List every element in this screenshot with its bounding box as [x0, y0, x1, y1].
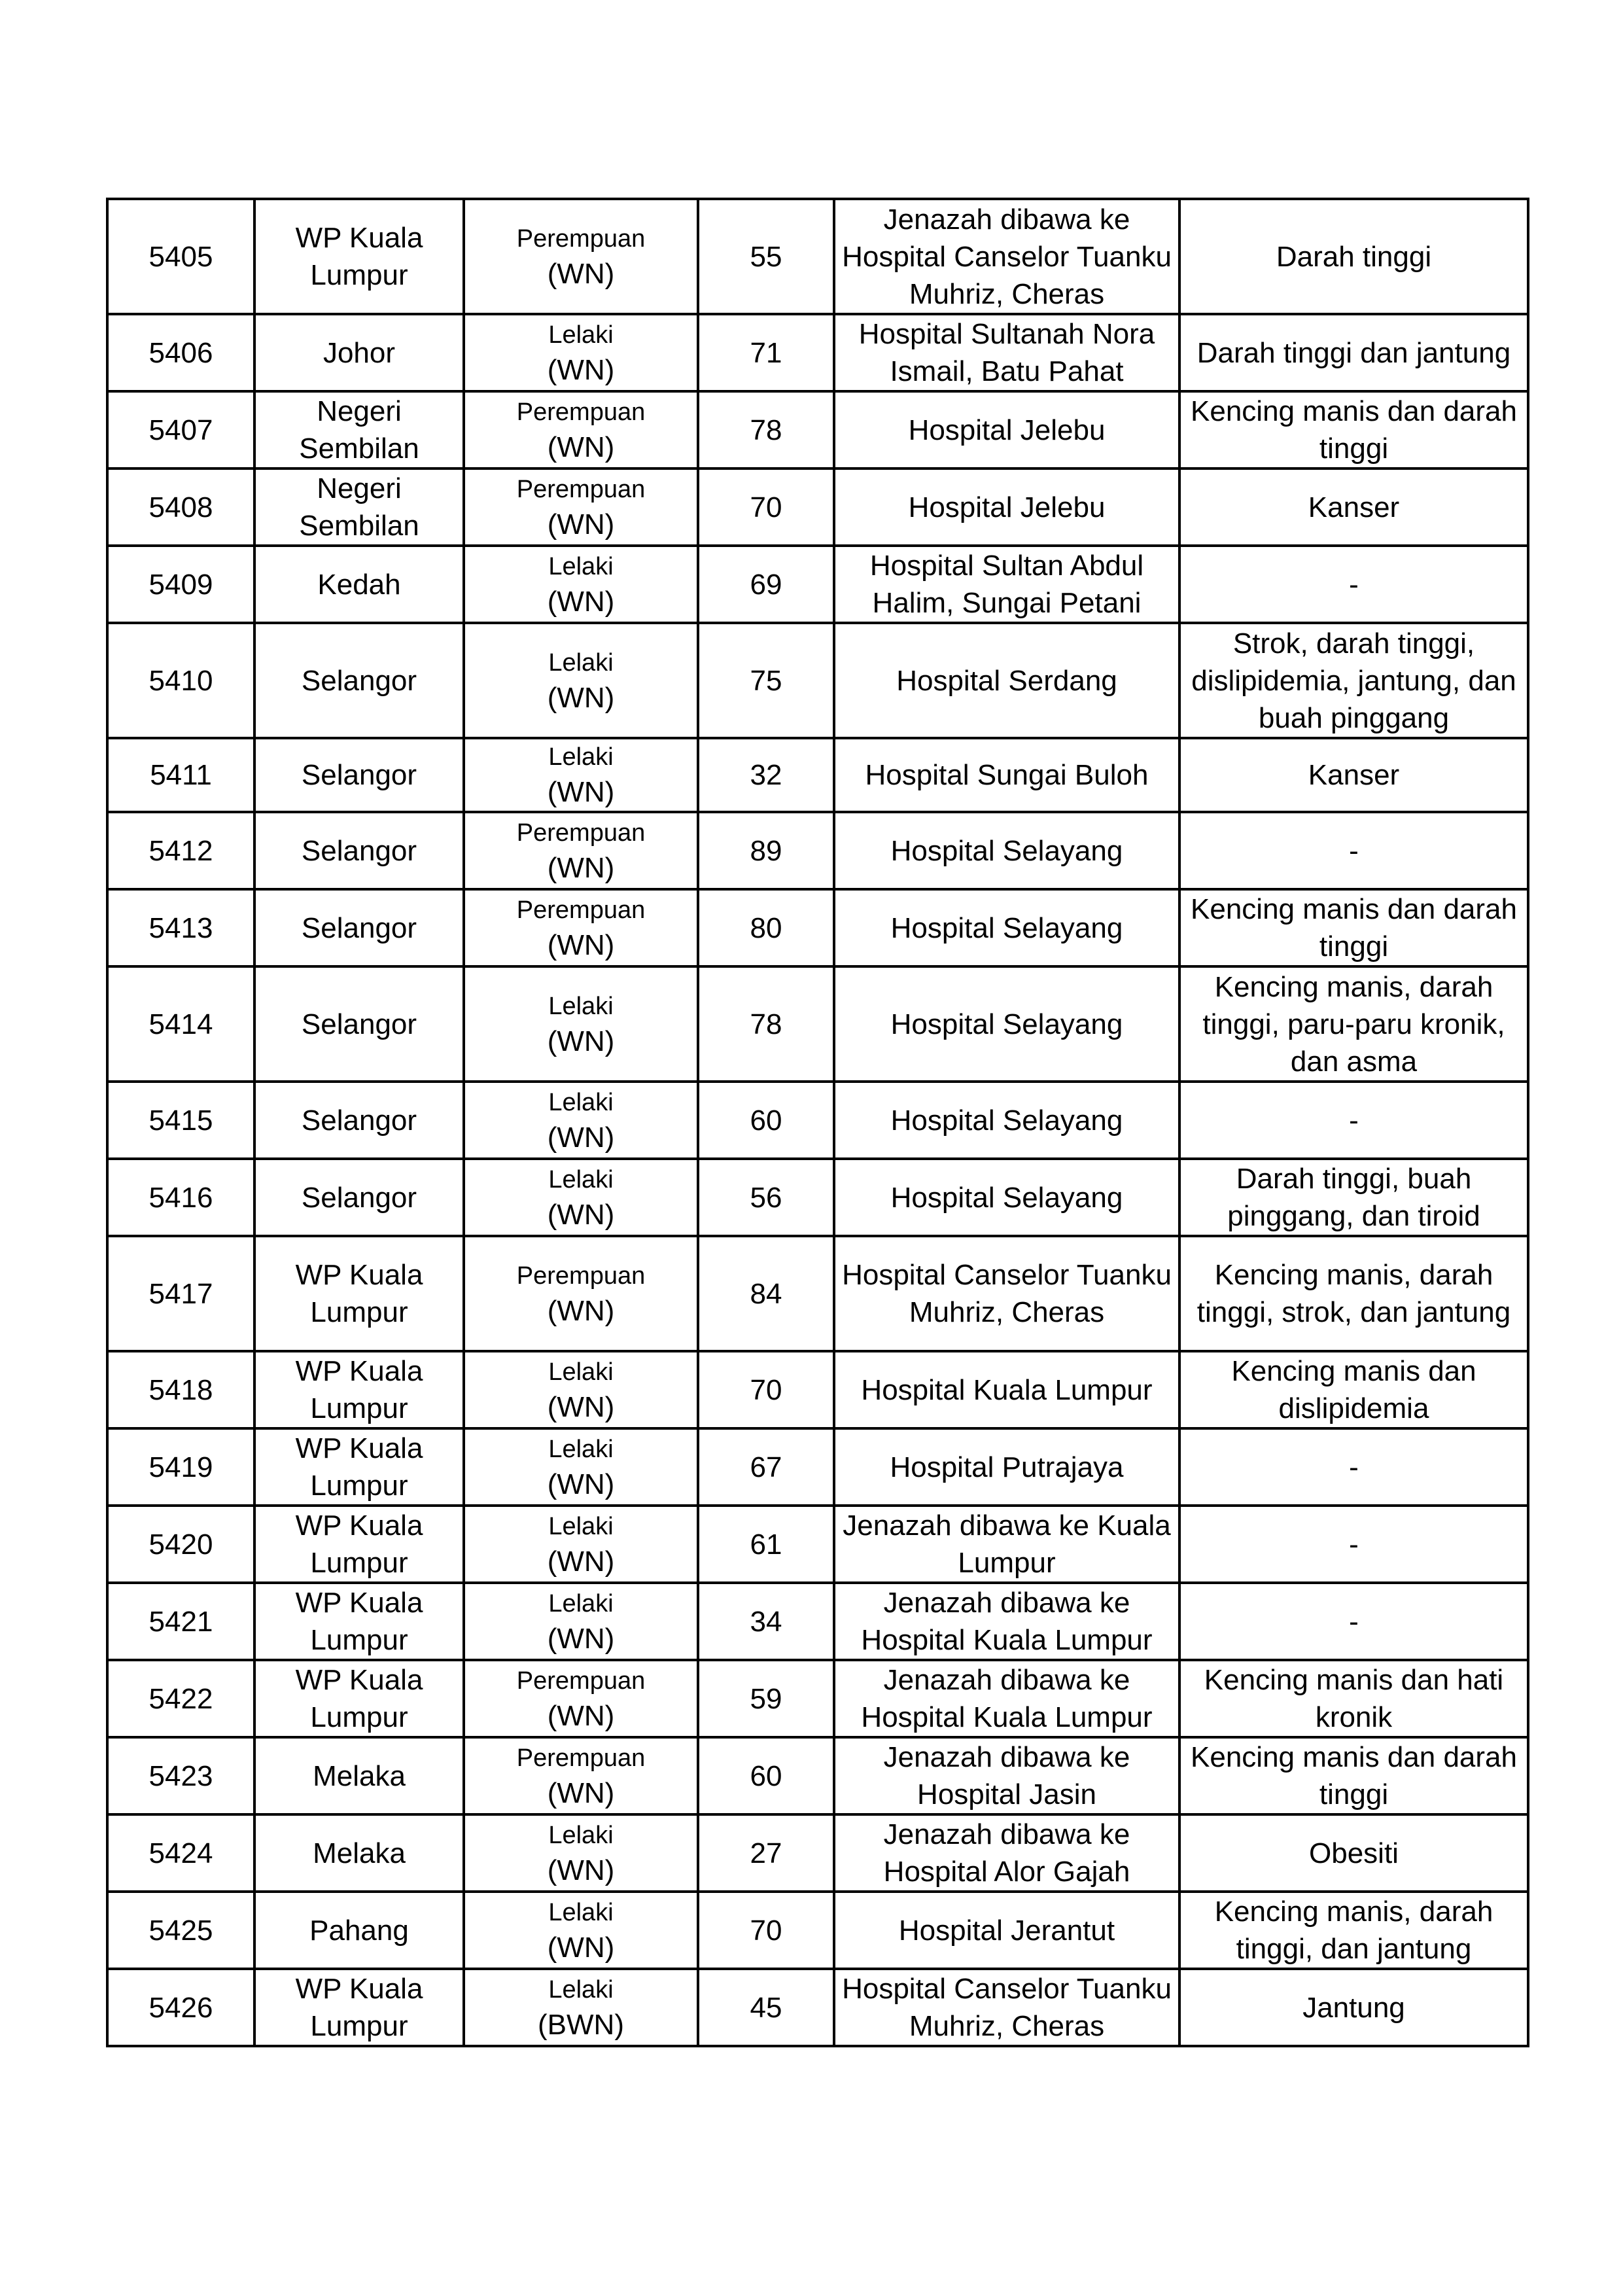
- state-cell: WP Kuala Lumpur: [254, 1236, 464, 1351]
- state-cell: WP Kuala Lumpur: [254, 1660, 464, 1737]
- citizenship-label: (WN): [547, 1622, 615, 1655]
- sex-label: Lelaki: [548, 1165, 614, 1193]
- citizenship-label: (WN): [547, 1854, 615, 1886]
- sex-cell: [464, 1969, 698, 2046]
- age-cell: 78: [698, 966, 834, 1082]
- citizenship-label: (WN): [547, 1025, 615, 1057]
- location-cell: Hospital Selayang: [834, 889, 1179, 966]
- citizenship-label: (WN): [547, 1294, 615, 1327]
- table-row: [107, 1814, 1528, 1892]
- state-cell: Negeri Sembilan: [254, 468, 464, 546]
- sex-cell: [464, 966, 698, 1082]
- comorbidity-cell: Jantung: [1179, 1969, 1528, 2046]
- location-cell: Hospital Kuala Lumpur: [834, 1351, 1179, 1428]
- sex-label: Perempuan: [516, 475, 646, 503]
- location-cell: Hospital Sultan Abdul Halim, Sungai Petani: [834, 546, 1179, 623]
- cases-table: [106, 198, 1529, 2047]
- table-row: [107, 1506, 1528, 1583]
- sex-cell: [464, 1428, 698, 1506]
- state-cell: Selangor: [254, 889, 464, 966]
- state-cell: Selangor: [254, 738, 464, 812]
- location-cell: Hospital Jelebu: [834, 391, 1179, 468]
- age-cell: 27: [698, 1814, 834, 1892]
- state-cell: WP Kuala Lumpur: [254, 1351, 464, 1428]
- sex-cell: [464, 1236, 698, 1351]
- comorbidity-cell: Kencing manis, darah tinggi, paru-paru kronik, dan asma: [1179, 966, 1528, 1082]
- case-number-cell: 5423: [107, 1737, 254, 1814]
- case-number-cell: 5411: [107, 738, 254, 812]
- sex-label: Perempuan: [516, 896, 646, 924]
- case-number-cell: 5405: [107, 199, 254, 314]
- sex-cell: [464, 1159, 698, 1236]
- location-cell: Hospital Canselor Tuanku Muhriz, Cheras: [834, 1236, 1179, 1351]
- comorbidity-cell: -: [1179, 812, 1528, 889]
- state-cell: WP Kuala Lumpur: [254, 1428, 464, 1506]
- location-cell: Hospital Selayang: [834, 1159, 1179, 1236]
- age-cell: 60: [698, 1737, 834, 1814]
- table-row: [107, 1892, 1528, 1969]
- age-cell: 70: [698, 1351, 834, 1428]
- age-cell: 70: [698, 1892, 834, 1969]
- comorbidity-cell: Kanser: [1179, 468, 1528, 546]
- sex-label: Lelaki: [548, 1512, 614, 1540]
- citizenship-label: (WN): [547, 1121, 615, 1154]
- table-row: [107, 966, 1528, 1082]
- sex-cell: [464, 1737, 698, 1814]
- location-cell: Jenazah dibawa ke Hospital Kuala Lumpur: [834, 1660, 1179, 1737]
- sex-label: Lelaki: [548, 743, 614, 771]
- case-number-cell: 5416: [107, 1159, 254, 1236]
- location-cell: Hospital Canselor Tuanku Muhriz, Cheras: [834, 1969, 1179, 2046]
- location-cell: Hospital Selayang: [834, 1082, 1179, 1159]
- table-row: [107, 738, 1528, 812]
- table-row: [107, 314, 1528, 391]
- location-cell: Hospital Jerantut: [834, 1892, 1179, 1969]
- sex-cell: [464, 1082, 698, 1159]
- age-cell: 59: [698, 1660, 834, 1737]
- location-cell: Jenazah dibawa ke Hospital Jasin: [834, 1737, 1179, 1814]
- state-cell: Kedah: [254, 546, 464, 623]
- comorbidity-cell: Darah tinggi, buah pinggang, dan tiroid: [1179, 1159, 1528, 1236]
- citizenship-label: (WN): [547, 1545, 615, 1578]
- sex-label: Perempuan: [516, 224, 646, 253]
- comorbidity-cell: -: [1179, 1506, 1528, 1583]
- case-number-cell: 5422: [107, 1660, 254, 1737]
- citizenship-label: (WN): [547, 928, 615, 961]
- case-number-cell: 5406: [107, 314, 254, 391]
- case-number-cell: 5425: [107, 1892, 254, 1969]
- table-row: [107, 1969, 1528, 2046]
- comorbidity-cell: Kencing manis dan darah tinggi: [1179, 1737, 1528, 1814]
- citizenship-label: (WN): [547, 1931, 615, 1964]
- table-row: [107, 1236, 1528, 1351]
- age-cell: 69: [698, 546, 834, 623]
- table-row: [107, 1660, 1528, 1737]
- state-cell: Negeri Sembilan: [254, 391, 464, 468]
- age-cell: 67: [698, 1428, 834, 1506]
- age-cell: 80: [698, 889, 834, 966]
- case-number-cell: 5421: [107, 1583, 254, 1660]
- location-cell: Hospital Sungai Buloh: [834, 738, 1179, 812]
- citizenship-label: (WN): [547, 1468, 615, 1500]
- comorbidity-cell: Darah tinggi: [1179, 199, 1528, 314]
- sex-label: Perempuan: [516, 1667, 646, 1695]
- comorbidity-cell: -: [1179, 546, 1528, 623]
- age-cell: 45: [698, 1969, 834, 2046]
- state-cell: WP Kuala Lumpur: [254, 1583, 464, 1660]
- case-number-cell: 5417: [107, 1236, 254, 1351]
- citizenship-label: (WN): [547, 1198, 615, 1231]
- table-row: [107, 1428, 1528, 1506]
- comorbidity-cell: -: [1179, 1082, 1528, 1159]
- age-cell: 70: [698, 468, 834, 546]
- case-number-cell: 5420: [107, 1506, 254, 1583]
- table-row: [107, 199, 1528, 314]
- state-cell: Melaka: [254, 1737, 464, 1814]
- case-number-cell: 5426: [107, 1969, 254, 2046]
- comorbidity-cell: Kanser: [1179, 738, 1528, 812]
- state-cell: WP Kuala Lumpur: [254, 199, 464, 314]
- sex-cell: [464, 1506, 698, 1583]
- case-number-cell: 5419: [107, 1428, 254, 1506]
- comorbidity-cell: Kencing manis, darah tinggi, strok, dan jantung: [1179, 1236, 1528, 1351]
- sex-cell: [464, 1351, 698, 1428]
- citizenship-label: (BWN): [538, 2008, 624, 2041]
- citizenship-label: (WN): [547, 585, 615, 618]
- citizenship-label: (WN): [547, 431, 615, 463]
- citizenship-label: (WN): [547, 353, 615, 386]
- case-number-cell: 5410: [107, 623, 254, 738]
- comorbidity-cell: Kencing manis dan darah tinggi: [1179, 889, 1528, 966]
- sex-label: Lelaki: [548, 1589, 614, 1617]
- sex-cell: [464, 468, 698, 546]
- comorbidity-cell: -: [1179, 1428, 1528, 1506]
- age-cell: 32: [698, 738, 834, 812]
- citizenship-label: (WN): [547, 257, 615, 290]
- location-cell: Hospital Putrajaya: [834, 1428, 1179, 1506]
- sex-label: Lelaki: [548, 1088, 614, 1116]
- sex-cell: [464, 812, 698, 889]
- sex-label: Lelaki: [548, 648, 614, 677]
- case-number-cell: 5414: [107, 966, 254, 1082]
- state-cell: Melaka: [254, 1814, 464, 1892]
- table-row: [107, 1737, 1528, 1814]
- sex-label: Lelaki: [548, 1358, 614, 1386]
- sex-cell: [464, 391, 698, 468]
- sex-cell: [464, 889, 698, 966]
- comorbidity-cell: Kencing manis dan dislipidemia: [1179, 1351, 1528, 1428]
- sex-cell: [464, 623, 698, 738]
- age-cell: 55: [698, 199, 834, 314]
- state-cell: Selangor: [254, 812, 464, 889]
- sex-label: Perempuan: [516, 398, 646, 426]
- sex-cell: [464, 1892, 698, 1969]
- sex-label: Lelaki: [548, 1821, 614, 1849]
- age-cell: 84: [698, 1236, 834, 1351]
- table-row: [107, 1351, 1528, 1428]
- case-number-cell: 5407: [107, 391, 254, 468]
- comorbidity-cell: Kencing manis dan hati kronik: [1179, 1660, 1528, 1737]
- location-cell: Jenazah dibawa ke Hospital Alor Gajah: [834, 1814, 1179, 1892]
- table-row: [107, 391, 1528, 468]
- citizenship-label: (WN): [547, 851, 615, 884]
- case-number-cell: 5409: [107, 546, 254, 623]
- age-cell: 78: [698, 391, 834, 468]
- case-number-cell: 5415: [107, 1082, 254, 1159]
- comorbidity-cell: Obesiti: [1179, 1814, 1528, 1892]
- age-cell: 71: [698, 314, 834, 391]
- state-cell: Selangor: [254, 1082, 464, 1159]
- citizenship-label: (WN): [547, 776, 615, 808]
- citizenship-label: (WN): [547, 508, 615, 540]
- age-cell: 75: [698, 623, 834, 738]
- sex-cell: [464, 314, 698, 391]
- table-row: [107, 1082, 1528, 1159]
- location-cell: Hospital Serdang: [834, 623, 1179, 738]
- sex-label: Lelaki: [548, 1898, 614, 1926]
- comorbidity-cell: Strok, darah tinggi, dislipidemia, jantung, dan buah pinggang: [1179, 623, 1528, 738]
- sex-cell: [464, 199, 698, 314]
- sex-cell: [464, 1660, 698, 1737]
- sex-label: Lelaki: [548, 1975, 614, 2004]
- sex-label: Lelaki: [548, 1435, 614, 1463]
- citizenship-label: (WN): [547, 681, 615, 714]
- sex-label: Lelaki: [548, 552, 614, 580]
- sex-cell: [464, 738, 698, 812]
- sex-label: Perempuan: [516, 1744, 646, 1772]
- location-cell: Jenazah dibawa ke Kuala Lumpur: [834, 1506, 1179, 1583]
- sex-label: Lelaki: [548, 321, 614, 349]
- table-row: [107, 1583, 1528, 1660]
- age-cell: 56: [698, 1159, 834, 1236]
- sex-cell: [464, 546, 698, 623]
- comorbidity-cell: Kencing manis, darah tinggi, dan jantung: [1179, 1892, 1528, 1969]
- comorbidity-cell: -: [1179, 1583, 1528, 1660]
- table-row: [107, 812, 1528, 889]
- table-row: [107, 468, 1528, 546]
- state-cell: Johor: [254, 314, 464, 391]
- sex-label: Lelaki: [548, 992, 614, 1020]
- table-row: [107, 1159, 1528, 1236]
- location-cell: Hospital Selayang: [834, 812, 1179, 889]
- location-cell: Hospital Selayang: [834, 966, 1179, 1082]
- age-cell: 60: [698, 1082, 834, 1159]
- sex-label: Perempuan: [516, 1262, 646, 1290]
- case-number-cell: 5412: [107, 812, 254, 889]
- sex-cell: [464, 1583, 698, 1660]
- cases-table-body: [107, 199, 1528, 2046]
- state-cell: Pahang: [254, 1892, 464, 1969]
- age-cell: 61: [698, 1506, 834, 1583]
- table-row: [107, 889, 1528, 966]
- comorbidity-cell: Darah tinggi dan jantung: [1179, 314, 1528, 391]
- comorbidity-cell: Kencing manis dan darah tinggi: [1179, 391, 1528, 468]
- citizenship-label: (WN): [547, 1699, 615, 1732]
- case-number-cell: 5408: [107, 468, 254, 546]
- case-number-cell: 5413: [107, 889, 254, 966]
- citizenship-label: (WN): [547, 1390, 615, 1423]
- state-cell: Selangor: [254, 1159, 464, 1236]
- location-cell: Jenazah dibawa ke Hospital Canselor Tuanku Muhriz, Cheras: [834, 199, 1179, 314]
- case-number-cell: 5418: [107, 1351, 254, 1428]
- location-cell: Hospital Jelebu: [834, 468, 1179, 546]
- state-cell: Selangor: [254, 966, 464, 1082]
- sex-label: Perempuan: [516, 819, 646, 847]
- age-cell: 89: [698, 812, 834, 889]
- state-cell: WP Kuala Lumpur: [254, 1506, 464, 1583]
- state-cell: Selangor: [254, 623, 464, 738]
- citizenship-label: (WN): [547, 1776, 615, 1809]
- state-cell: WP Kuala Lumpur: [254, 1969, 464, 2046]
- location-cell: Jenazah dibawa ke Hospital Kuala Lumpur: [834, 1583, 1179, 1660]
- table-row: [107, 546, 1528, 623]
- age-cell: 34: [698, 1583, 834, 1660]
- case-number-cell: 5424: [107, 1814, 254, 1892]
- location-cell: Hospital Sultanah Nora Ismail, Batu Pahat: [834, 314, 1179, 391]
- table-row: [107, 623, 1528, 738]
- sex-cell: [464, 1814, 698, 1892]
